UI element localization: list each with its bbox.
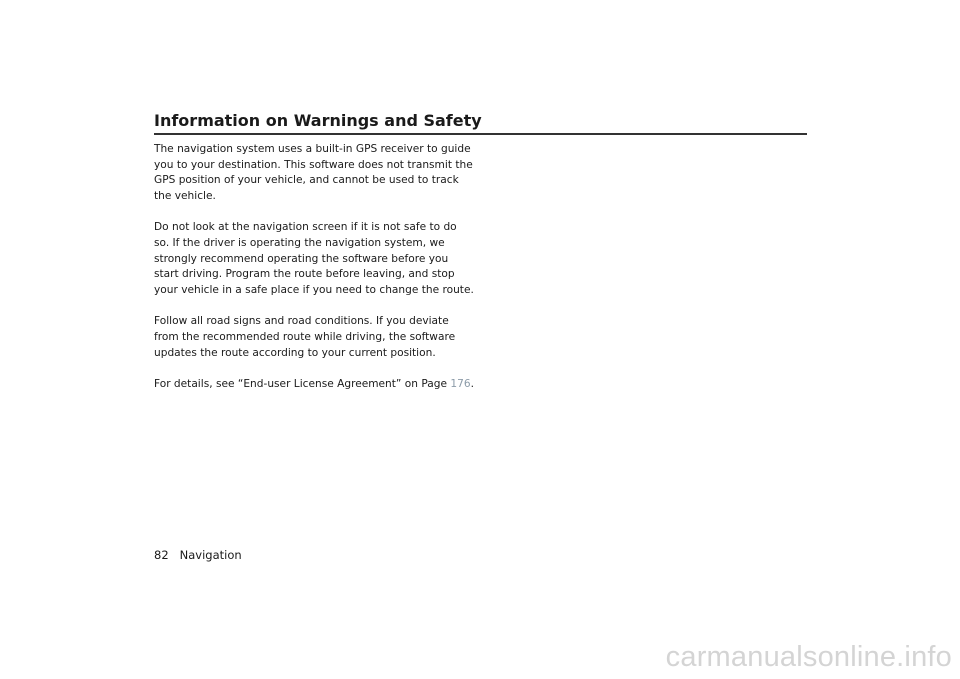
page-number: 82: [154, 548, 169, 562]
license-reference-text: For details, see “End-user License Agreement” on Page: [154, 378, 451, 391]
page-title: Information on Warnings and Safety: [154, 111, 482, 130]
page-footer: [154, 548, 242, 562]
watermark: carmanualsonline.info: [665, 641, 952, 673]
page-176-link[interactable]: 176: [450, 378, 471, 391]
body-text: [154, 142, 474, 409]
paragraph-screen-safety: Do not look at the navigation screen if it is not safe to do so. If the driver is operating the navigation system, we strongly recommend operating the software before you start driving. Program the route before leaving, and stop your vehicle in a safe place if you need to change the route.: [154, 221, 474, 296]
section-name: Navigation: [179, 548, 242, 562]
paragraph-gps-receiver: The navigation system uses a built-in GPS receiver to guide you to your destination. This software does not transmit the GPS position of your vehicle, and cannot be used to track the vehicle.: [154, 143, 473, 202]
paragraph-road-signs: Follow all road signs and road conditions. If you deviate from the recommended route while driving, the software updates the route according to your current position.: [154, 315, 456, 359]
title-divider: [154, 133, 807, 135]
license-reference-period: .: [470, 378, 474, 391]
paragraph-license-reference: [154, 377, 474, 393]
